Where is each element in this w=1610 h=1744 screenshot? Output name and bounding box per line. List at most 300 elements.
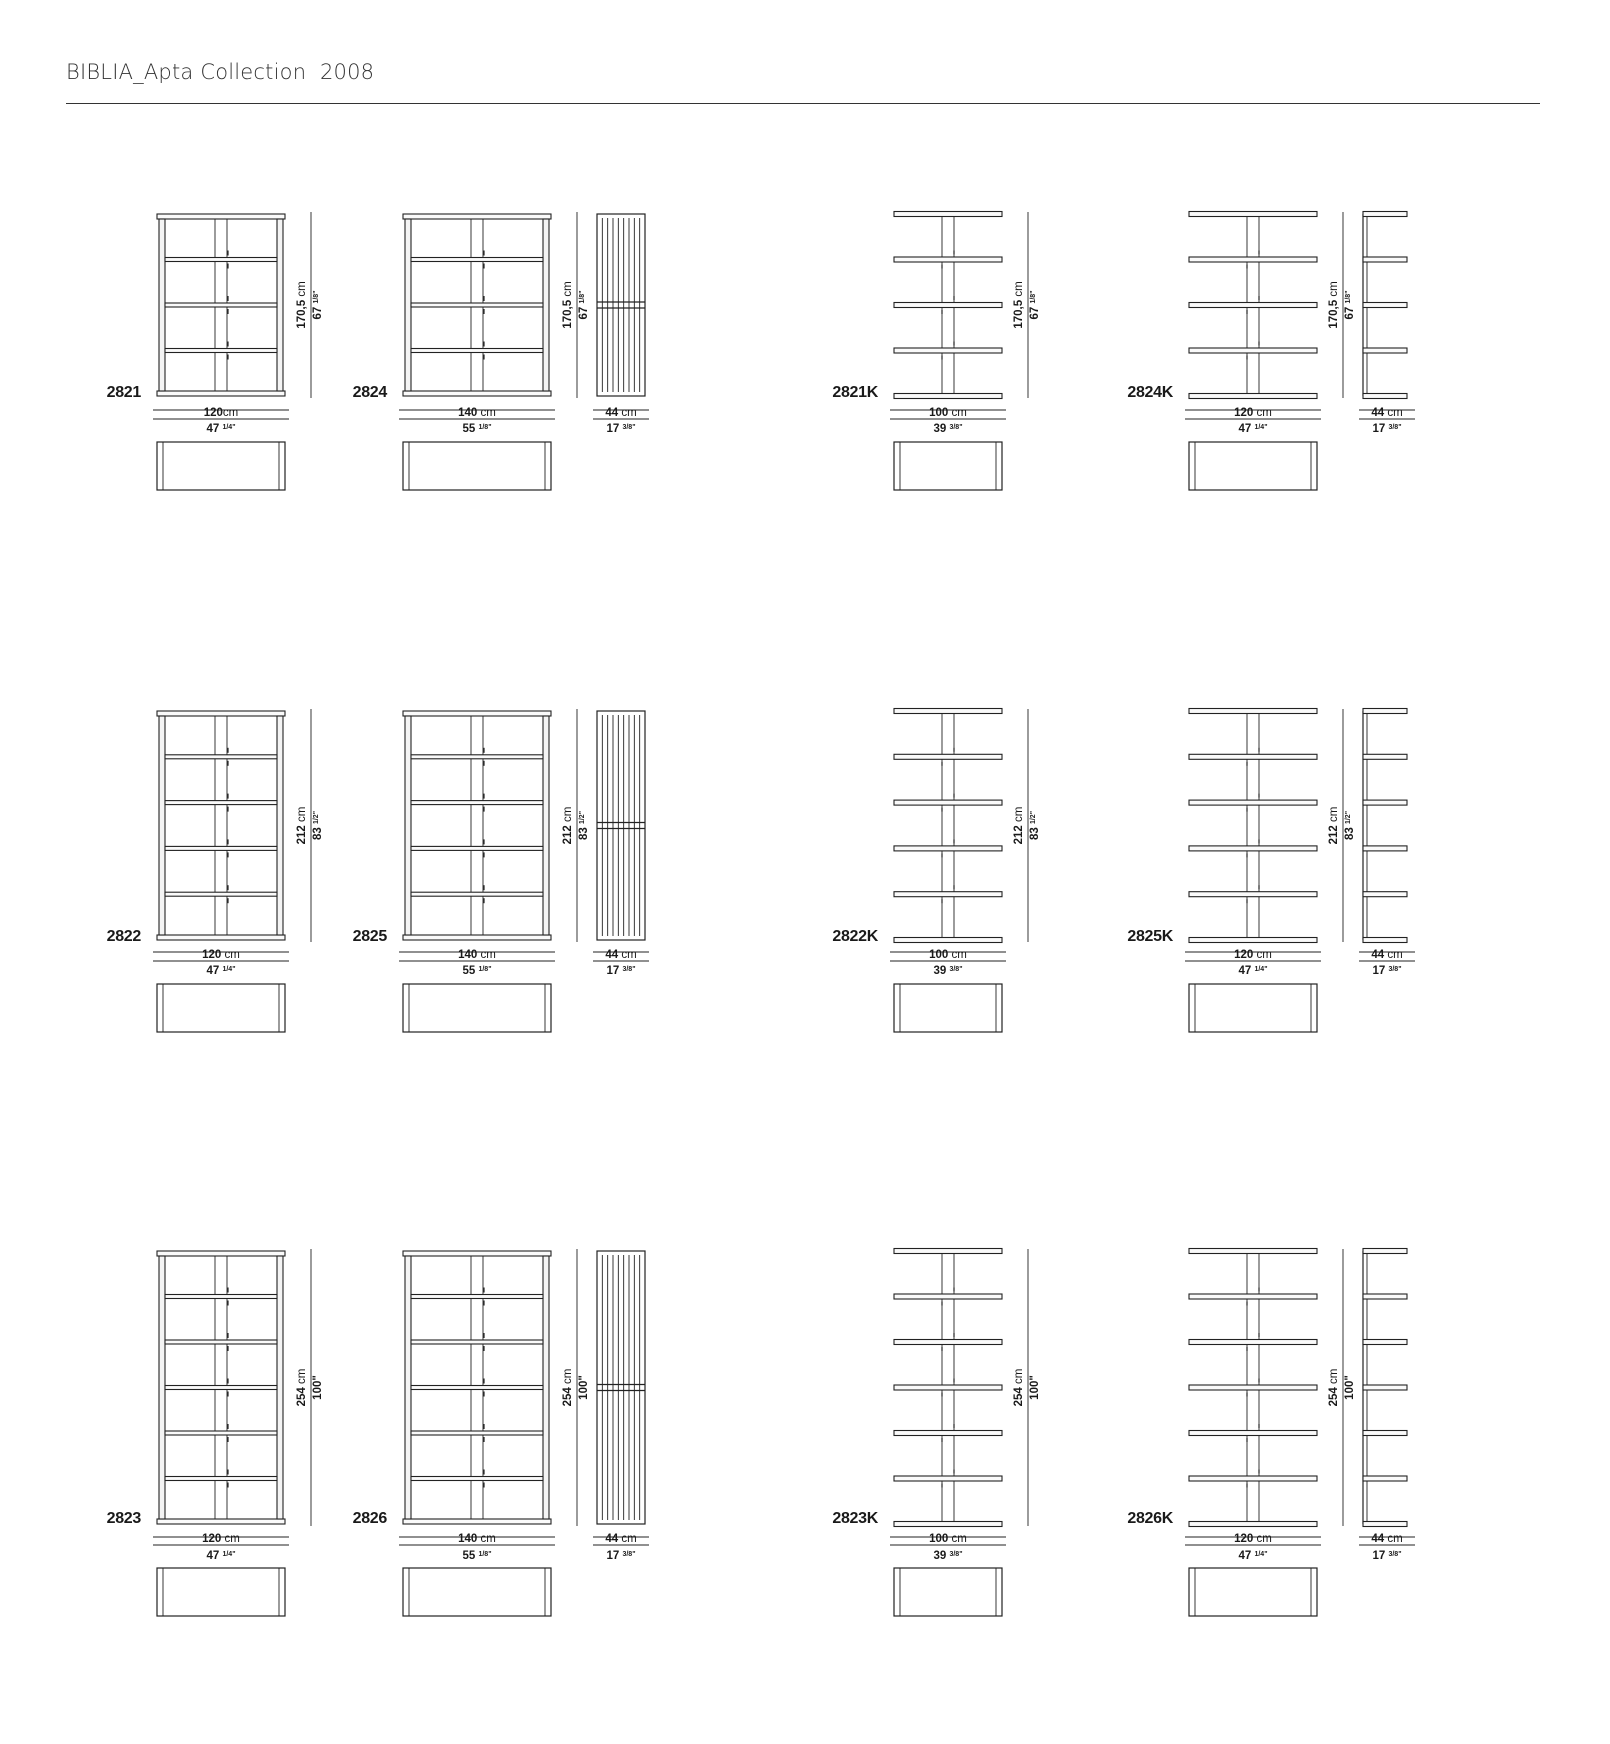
depth-cm-label-depth-cm-unit: cm bbox=[618, 1533, 637, 1545]
width-inch-label-width-in-suffix: " bbox=[488, 424, 492, 431]
height-cm-label bbox=[1328, 807, 1340, 845]
shelf bbox=[1189, 754, 1317, 759]
height-inch-label-height-in-frac: 1/8 bbox=[579, 293, 586, 304]
shelf bbox=[894, 212, 1002, 217]
width-cm-label bbox=[458, 407, 496, 419]
depth-inch-label-depth-in: 17 bbox=[1372, 423, 1389, 435]
shelf bbox=[411, 1431, 543, 1435]
depth-inch-label-depth-in: 17 bbox=[606, 1550, 623, 1562]
width-cm-label-width-cm-unit: cm bbox=[948, 407, 967, 419]
shelf bbox=[894, 394, 1002, 399]
width-inch-label bbox=[1238, 1550, 1267, 1562]
shelf bbox=[894, 1340, 1002, 1345]
top-panel bbox=[157, 711, 285, 716]
width-inch-label-width-in: 47 bbox=[1238, 965, 1255, 977]
width-inch-label-width-in-suffix: " bbox=[488, 966, 492, 973]
width-inch-label-width-in: 47 bbox=[206, 965, 223, 977]
depth-inch-label-depth-in-frac: 3/8 bbox=[622, 1551, 633, 1558]
height-inch-label-height-in: 83 bbox=[578, 824, 590, 841]
height-cm-label bbox=[562, 807, 574, 845]
shelf bbox=[165, 1477, 277, 1481]
width-inch-label-width-in-suffix: " bbox=[1264, 966, 1268, 973]
model-code bbox=[107, 1510, 142, 1527]
depth-inch-label-depth-in-frac: 3/8 bbox=[1388, 1551, 1399, 1558]
plan-view bbox=[157, 442, 285, 490]
height-inch-label-height-in-frac: 1/8 bbox=[1345, 293, 1352, 304]
side-shelf bbox=[1363, 394, 1407, 399]
shelf bbox=[165, 258, 277, 262]
width-inch-label-width-in-frac: 1/4 bbox=[1254, 966, 1265, 973]
model-code bbox=[1127, 928, 1173, 945]
height-inch-label bbox=[1344, 811, 1356, 840]
width-inch-label-width-in: 47 bbox=[206, 423, 223, 435]
top-panel bbox=[157, 1251, 285, 1256]
plan-view bbox=[894, 1568, 1002, 1616]
width-inch-label-width-in-suffix: " bbox=[1264, 1551, 1268, 1558]
width-cm-label-width-cm-unit: cm bbox=[477, 949, 496, 961]
height-inch-label bbox=[1029, 290, 1041, 319]
side-view bbox=[593, 711, 649, 977]
shelf bbox=[1189, 800, 1317, 805]
width-cm-label bbox=[202, 949, 240, 961]
model-code bbox=[832, 1510, 878, 1527]
depth-inch-label-depth-in: 17 bbox=[1372, 1550, 1389, 1562]
bookcase-2826 bbox=[353, 1249, 649, 1616]
width-cm-label bbox=[1234, 949, 1272, 961]
model-code-code: 2821K bbox=[832, 384, 878, 401]
depth-cm-label-depth-cm-unit: cm bbox=[1384, 1533, 1403, 1545]
width-cm-label-width-cm-unit: cm bbox=[1253, 949, 1272, 961]
shelf bbox=[894, 938, 1002, 943]
shelf bbox=[411, 1295, 543, 1299]
depth-cm-label bbox=[605, 1533, 636, 1545]
model-code-code: 2825K bbox=[1127, 928, 1173, 945]
shelf bbox=[411, 258, 543, 262]
height-inch-label bbox=[312, 1375, 324, 1400]
shelf bbox=[165, 1295, 277, 1299]
shelf bbox=[411, 1386, 543, 1390]
model-code-code: 2823K bbox=[832, 1510, 878, 1527]
height-inch-label-height-in: 67 bbox=[1029, 303, 1041, 320]
depth-inch-label-depth-in-suffix: " bbox=[632, 1551, 636, 1558]
bookcase-2822k bbox=[832, 709, 1041, 1033]
height-inch-label-height-in-suffix: " bbox=[1030, 810, 1037, 815]
plan-view bbox=[157, 1568, 285, 1616]
height-cm-label-height-cm: 212 bbox=[1328, 825, 1340, 845]
side-shelf bbox=[1363, 754, 1407, 759]
height-inch-label-height-in: 67 bbox=[1344, 303, 1356, 320]
bookcase-2821k bbox=[832, 212, 1041, 491]
height-cm-label-height-cm-unit: cm bbox=[562, 806, 574, 826]
width-inch-label-width-in-frac: 3/8 bbox=[949, 1551, 960, 1558]
height-inch-label-height-in-suffix: " bbox=[313, 810, 320, 815]
width-inch-label-width-in-suffix: " bbox=[232, 966, 236, 973]
height-cm-label-height-cm: 170,5 bbox=[296, 299, 308, 329]
bookcase-2821 bbox=[107, 212, 324, 490]
left-post bbox=[159, 219, 165, 391]
width-cm-label-width-cm: 140 bbox=[458, 1533, 478, 1545]
top-panel bbox=[403, 214, 551, 219]
height-cm-label bbox=[562, 281, 574, 328]
shelf bbox=[165, 303, 277, 307]
width-inch-label-width-in-suffix: " bbox=[959, 424, 963, 431]
height-inch-label-height-in-frac: 1/8 bbox=[1030, 293, 1037, 304]
width-inch-label-width-in-frac: 1/4 bbox=[1254, 424, 1265, 431]
height-inch-label bbox=[1344, 1375, 1356, 1400]
shelf bbox=[411, 303, 543, 307]
bookcase-2824 bbox=[353, 212, 649, 490]
height-inch-label-height-in-suffix: " bbox=[1345, 810, 1352, 815]
shelf bbox=[411, 846, 543, 850]
width-inch-label-width-in-suffix: " bbox=[959, 1551, 963, 1558]
model-code bbox=[1127, 1510, 1173, 1527]
depth-cm-label bbox=[605, 949, 636, 961]
shelf bbox=[165, 1386, 277, 1390]
height-cm-label bbox=[1013, 281, 1025, 328]
model-code bbox=[107, 384, 142, 401]
height-cm-label-height-cm: 254 bbox=[562, 1387, 574, 1407]
depth-inch-label-depth-in-frac: 3/8 bbox=[1388, 424, 1399, 431]
plan-view bbox=[1189, 442, 1317, 490]
width-inch-label bbox=[1238, 423, 1267, 435]
bookcase-2823k bbox=[832, 1249, 1041, 1617]
top-panel bbox=[157, 214, 285, 219]
height-cm-label bbox=[296, 807, 308, 845]
shelf bbox=[894, 1385, 1002, 1390]
side-view bbox=[593, 214, 649, 435]
right-post bbox=[543, 219, 549, 391]
model-code bbox=[353, 384, 388, 401]
width-inch-label-width-in-frac: 1/8 bbox=[478, 424, 489, 431]
width-inch-label-width-in: 47 bbox=[1238, 423, 1255, 435]
shelf bbox=[1189, 1385, 1317, 1390]
shelf bbox=[894, 800, 1002, 805]
height-inch-label-height-in-frac: 1/2 bbox=[1030, 814, 1037, 825]
depth-cm-label bbox=[1371, 949, 1402, 961]
depth-inch-label bbox=[1372, 965, 1401, 977]
base-panel bbox=[157, 391, 285, 396]
height-inch-label-height-in-suffix: " bbox=[579, 810, 586, 815]
depth-inch-label-depth-in: 17 bbox=[606, 965, 623, 977]
width-inch-label-width-in-frac: 3/8 bbox=[949, 966, 960, 973]
height-inch-label-height-in-suffix: " bbox=[1345, 290, 1352, 294]
right-post bbox=[277, 716, 283, 935]
width-cm-label-width-cm-unit: cm bbox=[1253, 1533, 1272, 1545]
side-shelf bbox=[1363, 348, 1407, 353]
left-post bbox=[405, 716, 411, 935]
width-cm-label-width-cm-unit: cm bbox=[222, 407, 239, 419]
right-post bbox=[277, 219, 283, 391]
depth-cm-label-depth-cm: 44 bbox=[1371, 1533, 1385, 1545]
width-cm-label-width-cm: 140 bbox=[458, 407, 478, 419]
width-inch-label-width-in: 55 bbox=[462, 1550, 479, 1562]
height-inch-label-height-in-suffix: " bbox=[579, 290, 586, 294]
width-inch-label bbox=[462, 965, 491, 977]
side-shelf bbox=[1363, 1340, 1407, 1345]
height-cm-label-height-cm: 254 bbox=[296, 1387, 308, 1407]
height-cm-label-height-cm-unit: cm bbox=[1013, 281, 1025, 300]
width-inch-label-width-in: 47 bbox=[206, 1550, 223, 1562]
plan-view bbox=[1189, 984, 1317, 1032]
depth-inch-label-depth-in-suffix: " bbox=[1398, 1551, 1402, 1558]
height-inch-label bbox=[1029, 1375, 1041, 1400]
width-cm-label-width-cm-unit: cm bbox=[221, 949, 240, 961]
width-inch-label-width-in: 39 bbox=[933, 965, 950, 977]
depth-inch-label bbox=[1372, 423, 1401, 435]
width-cm-label bbox=[1234, 407, 1272, 419]
height-cm-label-height-cm: 212 bbox=[296, 825, 308, 845]
depth-inch-label bbox=[1372, 1550, 1401, 1562]
height-inch-label bbox=[578, 811, 590, 840]
height-cm-label-height-cm-unit: cm bbox=[296, 1368, 308, 1388]
side-shelf bbox=[1363, 846, 1407, 851]
shelf bbox=[165, 846, 277, 850]
width-cm-label-width-cm: 100 bbox=[929, 407, 949, 419]
left-post bbox=[405, 219, 411, 391]
side-shelf bbox=[1363, 257, 1407, 262]
model-code bbox=[107, 928, 142, 945]
shelf bbox=[1189, 257, 1317, 262]
shelf bbox=[894, 892, 1002, 897]
height-inch-label-height-in-frac: 1/2 bbox=[579, 814, 586, 825]
model-code-code: 2822 bbox=[106, 928, 141, 945]
width-cm-label bbox=[929, 949, 967, 961]
side-frame bbox=[597, 1251, 645, 1524]
shelf bbox=[894, 303, 1002, 308]
shelf bbox=[894, 709, 1002, 714]
side-shelf bbox=[1363, 938, 1407, 943]
width-inch-label bbox=[206, 423, 235, 435]
shelf bbox=[411, 1477, 543, 1481]
width-inch-label bbox=[1238, 965, 1267, 977]
height-cm-label bbox=[562, 1369, 574, 1407]
shelf bbox=[165, 349, 277, 353]
width-cm-label-width-cm: 100 bbox=[929, 949, 949, 961]
model-code-code: 2826 bbox=[352, 1510, 387, 1527]
height-cm-label-height-cm-unit: cm bbox=[1013, 806, 1025, 826]
width-cm-label-width-cm-unit: cm bbox=[948, 1533, 967, 1545]
shelf bbox=[1189, 709, 1317, 714]
shelf bbox=[1189, 212, 1317, 217]
width-inch-label-width-in-frac: 1/4 bbox=[222, 966, 233, 973]
shelf bbox=[1189, 1476, 1317, 1481]
side-view bbox=[593, 1251, 649, 1562]
width-inch-label-width-in-frac: 1/8 bbox=[478, 966, 489, 973]
side-shelf bbox=[1363, 800, 1407, 805]
shelf bbox=[894, 1294, 1002, 1299]
plan-view bbox=[894, 442, 1002, 490]
side-shelf bbox=[1363, 1476, 1407, 1481]
bookcase-2826k bbox=[1127, 1249, 1415, 1617]
right-post bbox=[543, 716, 549, 935]
side-shelf bbox=[1363, 1294, 1407, 1299]
shelf bbox=[165, 801, 277, 805]
shelf bbox=[1189, 892, 1317, 897]
shelf bbox=[411, 755, 543, 759]
width-cm-label-width-cm-unit: cm bbox=[477, 407, 496, 419]
height-inch-label bbox=[312, 811, 324, 840]
side-shelf bbox=[1363, 303, 1407, 308]
width-inch-label-width-in: 39 bbox=[933, 423, 950, 435]
shelf bbox=[165, 1340, 277, 1344]
width-inch-label-width-in: 47 bbox=[1238, 1550, 1255, 1562]
height-inch-label-height-in-suffix: " bbox=[1030, 290, 1037, 294]
side-frame bbox=[597, 711, 645, 940]
model-code-code: 2824 bbox=[352, 384, 387, 401]
width-inch-label-width-in-suffix: " bbox=[488, 1551, 492, 1558]
model-code-code: 2822K bbox=[832, 928, 878, 945]
depth-cm-label-depth-cm: 44 bbox=[605, 1533, 619, 1545]
depth-inch-label-depth-in-suffix: " bbox=[1398, 424, 1402, 431]
side-view bbox=[1359, 212, 1415, 436]
shelf bbox=[165, 755, 277, 759]
height-inch-label-height-in: 100" bbox=[578, 1375, 590, 1400]
width-cm-label-width-cm-unit: cm bbox=[1253, 407, 1272, 419]
shelf bbox=[894, 846, 1002, 851]
height-cm-label-height-cm: 170,5 bbox=[1328, 299, 1340, 329]
depth-cm-label bbox=[1371, 1533, 1402, 1545]
plan-view bbox=[157, 984, 285, 1032]
width-inch-label bbox=[933, 1550, 962, 1562]
shelf bbox=[165, 892, 277, 896]
width-cm-label bbox=[1234, 1533, 1272, 1545]
width-cm-label-width-cm-unit: cm bbox=[221, 1533, 240, 1545]
height-cm-label bbox=[296, 281, 308, 328]
base-panel bbox=[403, 935, 551, 940]
width-cm-label-width-cm: 100 bbox=[929, 1533, 949, 1545]
height-cm-label-height-cm: 254 bbox=[1013, 1387, 1025, 1407]
depth-cm-label-depth-cm: 44 bbox=[605, 949, 619, 961]
side-view bbox=[1359, 1249, 1415, 1563]
width-cm-label bbox=[458, 949, 496, 961]
base-panel bbox=[157, 1519, 285, 1524]
width-cm-label bbox=[202, 1533, 240, 1545]
shelf bbox=[165, 1431, 277, 1435]
height-inch-label-height-in: 100" bbox=[1344, 1375, 1356, 1400]
width-inch-label-width-in-frac: 1/8 bbox=[478, 1551, 489, 1558]
left-post bbox=[159, 1256, 165, 1519]
depth-cm-label-depth-cm: 44 bbox=[605, 407, 619, 419]
model-code bbox=[832, 928, 878, 945]
bookcase-2823 bbox=[107, 1249, 324, 1616]
height-cm-label-height-cm-unit: cm bbox=[1013, 1368, 1025, 1388]
width-inch-label bbox=[462, 1550, 491, 1562]
page-title: BIBLIA_Apta Collection 2008 bbox=[66, 60, 375, 84]
shelf bbox=[1189, 303, 1317, 308]
shelf bbox=[411, 349, 543, 353]
plan-view bbox=[403, 1568, 551, 1616]
width-inch-label-width-in-frac: 1/4 bbox=[222, 1551, 233, 1558]
depth-inch-label-depth-in: 17 bbox=[1372, 965, 1389, 977]
side-shelf bbox=[1363, 1385, 1407, 1390]
shelf bbox=[411, 892, 543, 896]
plan-view bbox=[894, 984, 1002, 1032]
height-inch-label bbox=[1344, 290, 1356, 319]
width-inch-label bbox=[933, 965, 962, 977]
plan-view bbox=[1189, 1568, 1317, 1616]
depth-inch-label bbox=[606, 965, 635, 977]
height-cm-label-height-cm: 170,5 bbox=[1013, 299, 1025, 329]
height-cm-label-height-cm-unit: cm bbox=[1328, 1368, 1340, 1388]
depth-inch-label-depth-in-frac: 3/8 bbox=[622, 966, 633, 973]
shelf bbox=[894, 1249, 1002, 1254]
height-cm-label-height-cm-unit: cm bbox=[562, 281, 574, 300]
shelf bbox=[411, 1340, 543, 1344]
shelf bbox=[1189, 1249, 1317, 1254]
width-cm-label-width-cm: 120 bbox=[203, 407, 223, 419]
shelf bbox=[894, 754, 1002, 759]
side-shelf bbox=[1363, 1431, 1407, 1436]
left-post bbox=[159, 716, 165, 935]
depth-inch-label-depth-in-suffix: " bbox=[632, 424, 636, 431]
height-inch-label-height-in: 100" bbox=[312, 1375, 324, 1400]
depth-cm-label bbox=[605, 407, 636, 419]
bookcase-2825 bbox=[353, 709, 649, 1032]
depth-cm-label-depth-cm: 44 bbox=[1371, 407, 1385, 419]
shelf bbox=[411, 801, 543, 805]
height-cm-label-height-cm-unit: cm bbox=[562, 1368, 574, 1388]
model-code-code: 2826K bbox=[1127, 1510, 1173, 1527]
side-shelf bbox=[1363, 1249, 1407, 1254]
width-inch-label bbox=[206, 965, 235, 977]
shelf bbox=[1189, 1294, 1317, 1299]
right-post bbox=[543, 1256, 549, 1519]
height-inch-label bbox=[578, 290, 590, 319]
shelf bbox=[894, 257, 1002, 262]
width-inch-label-width-in: 55 bbox=[462, 423, 479, 435]
side-shelf bbox=[1363, 1522, 1407, 1527]
side-frame bbox=[597, 214, 645, 396]
depth-cm-label-depth-cm-unit: cm bbox=[1384, 407, 1403, 419]
width-inch-label bbox=[206, 1550, 235, 1562]
width-cm-label-width-cm: 120 bbox=[1234, 949, 1254, 961]
depth-cm-label-depth-cm-unit: cm bbox=[618, 407, 637, 419]
shelf bbox=[1189, 394, 1317, 399]
width-cm-label-width-cm: 140 bbox=[458, 949, 478, 961]
width-inch-label-width-in: 55 bbox=[462, 965, 479, 977]
right-post bbox=[277, 1256, 283, 1519]
model-code bbox=[1127, 384, 1173, 401]
shelf bbox=[1189, 1340, 1317, 1345]
height-cm-label bbox=[1328, 281, 1340, 328]
width-inch-label-width-in-frac: 3/8 bbox=[949, 424, 960, 431]
base-panel bbox=[403, 391, 551, 396]
height-inch-label-height-in: 67 bbox=[578, 303, 590, 320]
shelf bbox=[894, 1476, 1002, 1481]
top-panel bbox=[403, 711, 551, 716]
height-inch-label-height-in: 67 bbox=[312, 303, 324, 320]
shelf bbox=[1189, 1431, 1317, 1436]
depth-cm-label-depth-cm-unit: cm bbox=[1384, 949, 1403, 961]
width-inch-label-width-in: 39 bbox=[933, 1550, 950, 1562]
height-inch-label-height-in: 83 bbox=[1029, 824, 1041, 841]
height-cm-label bbox=[1013, 807, 1025, 845]
shelf bbox=[1189, 348, 1317, 353]
side-shelf bbox=[1363, 892, 1407, 897]
bookcase-2824k bbox=[1127, 212, 1415, 491]
height-cm-label-height-cm-unit: cm bbox=[1328, 281, 1340, 300]
width-inch-label-width-in-frac: 1/4 bbox=[1254, 1551, 1265, 1558]
width-cm-label-width-cm: 120 bbox=[202, 949, 222, 961]
height-inch-label-height-in-frac: 1/2 bbox=[313, 814, 320, 825]
shelf bbox=[894, 348, 1002, 353]
width-cm-label bbox=[929, 407, 967, 419]
plan-view bbox=[403, 984, 551, 1032]
model-code-code: 2824K bbox=[1127, 384, 1173, 401]
height-cm-label-height-cm-unit: cm bbox=[296, 281, 308, 300]
width-cm-label-width-cm: 120 bbox=[1234, 407, 1254, 419]
top-panel bbox=[403, 1251, 551, 1256]
